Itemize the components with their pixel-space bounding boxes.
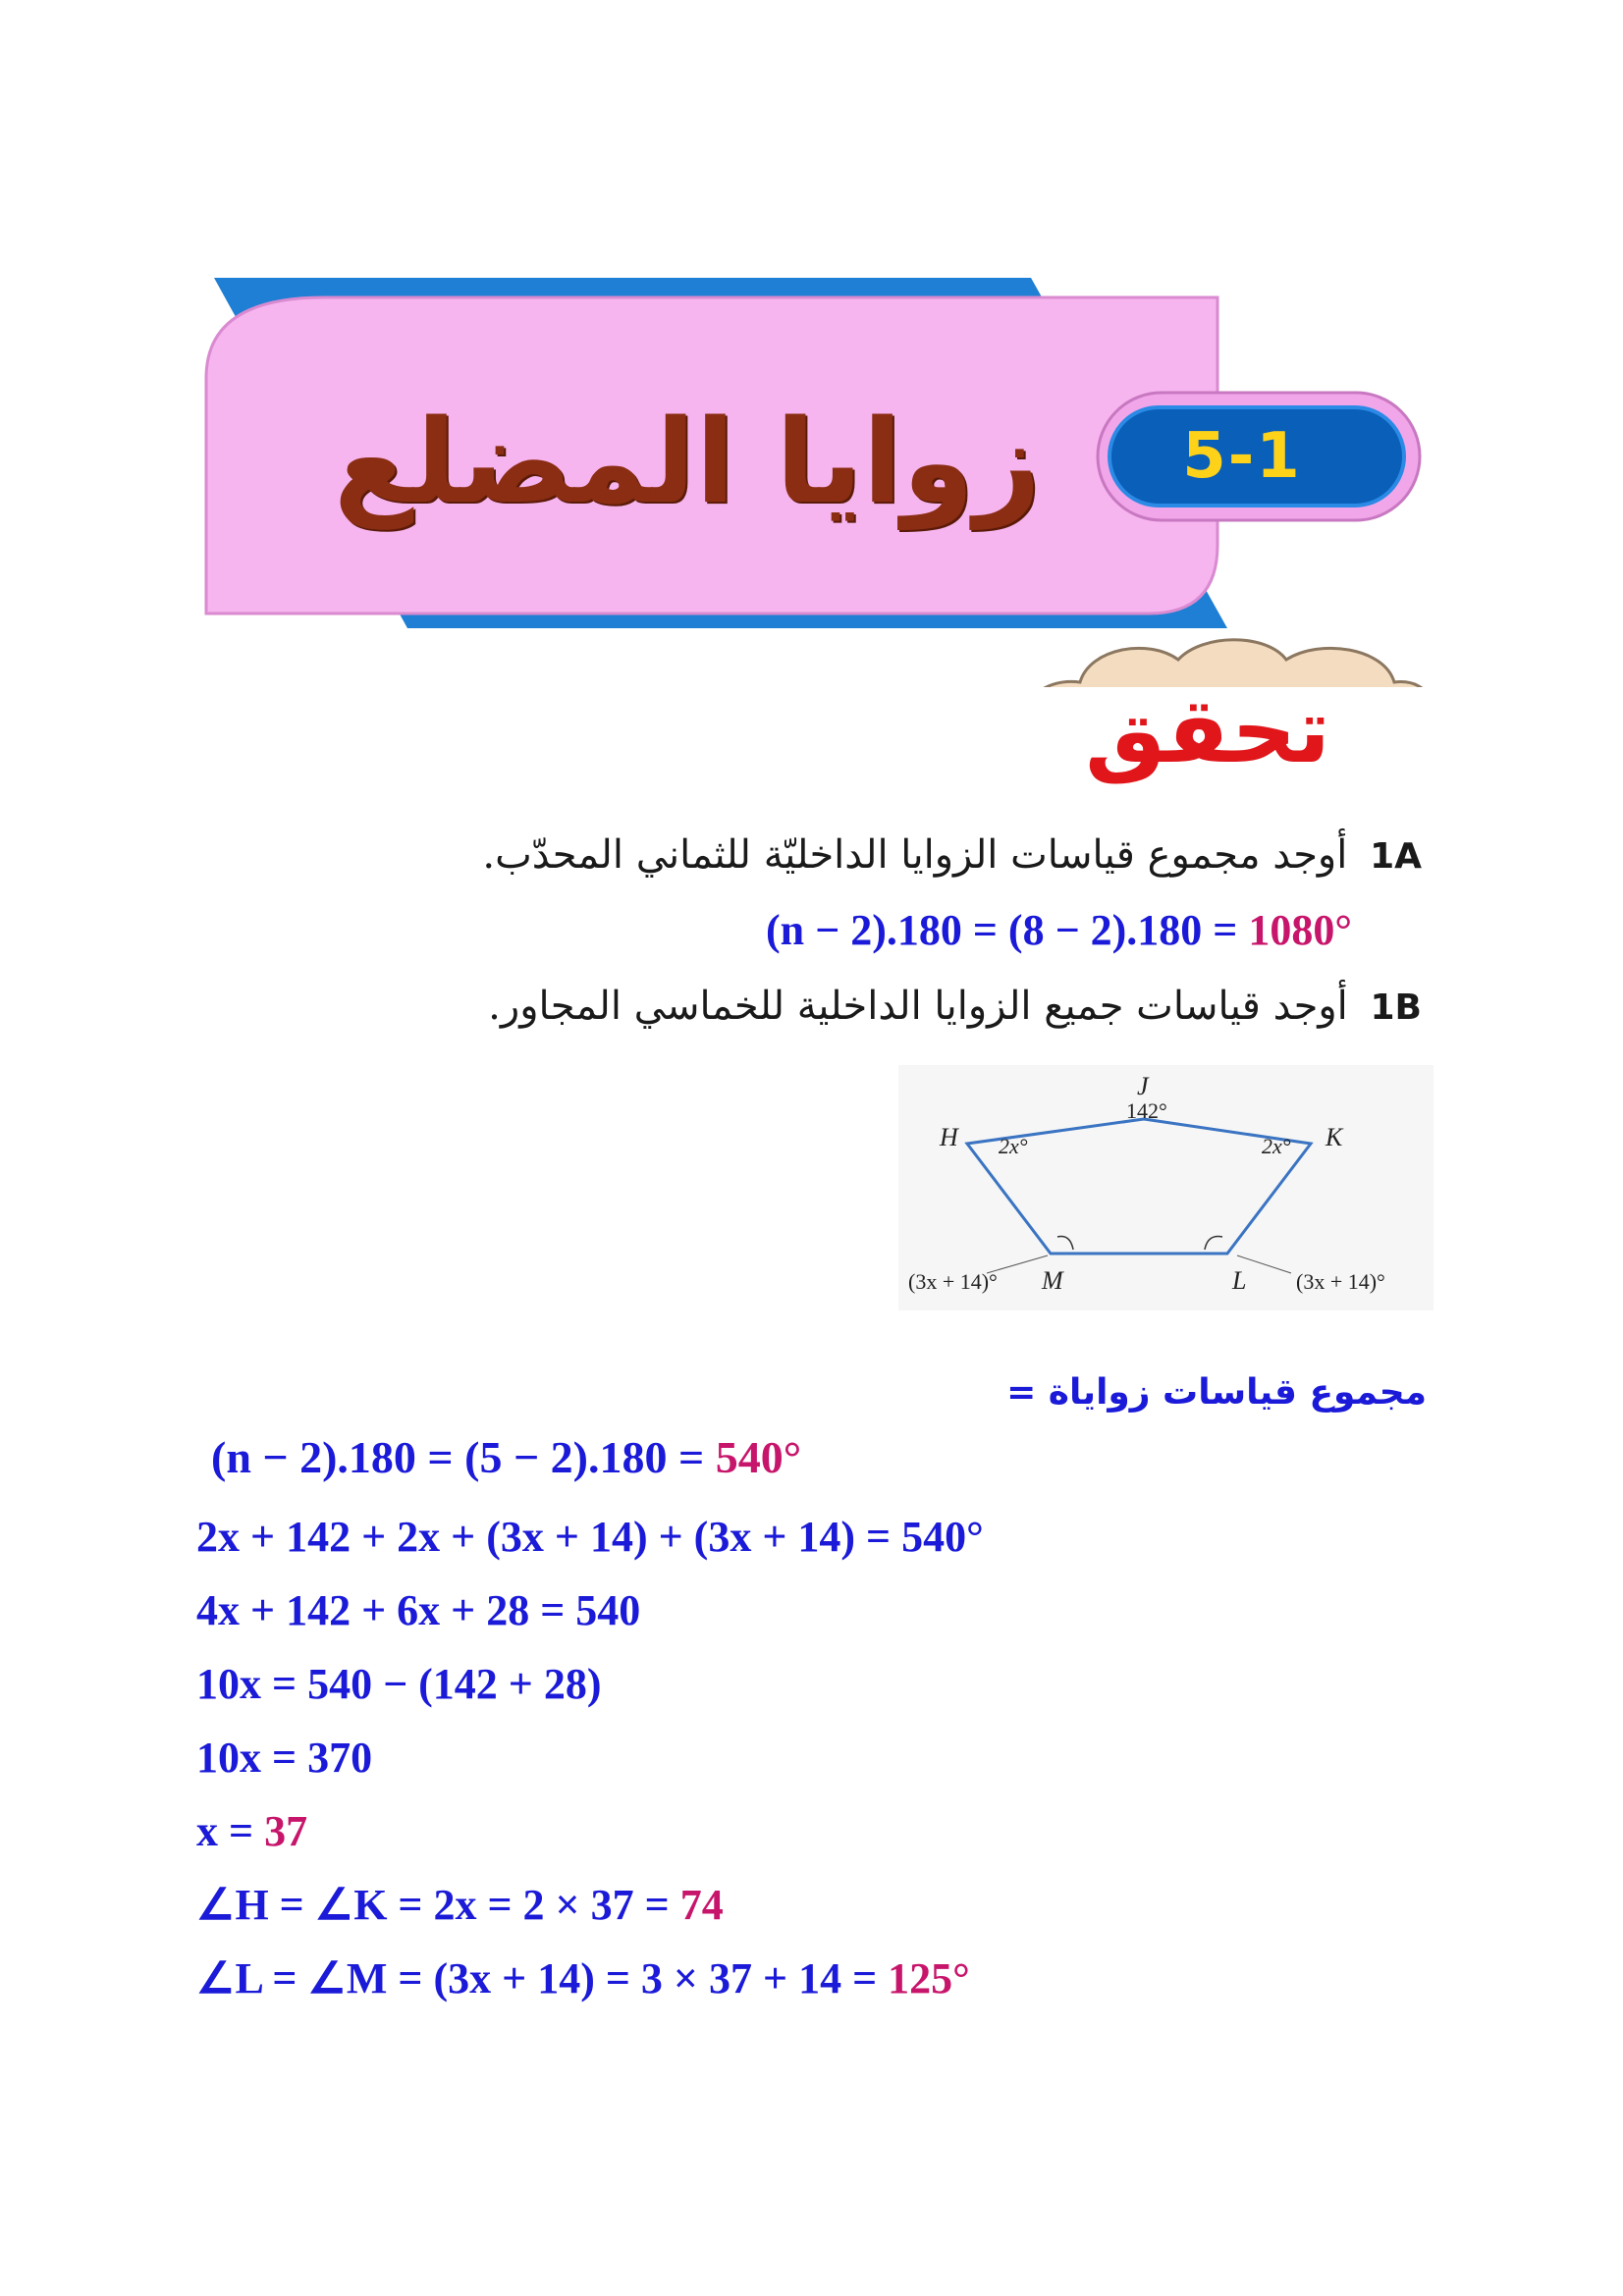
- exercise-1a-solution-main: (n − 2).180 = (8 − 2).180 =: [766, 906, 1249, 954]
- exercise-1b-question: [488, 984, 1422, 1029]
- exercise-1b-text: أوجد قياسات جميع الزوايا الداخلية للخماسي المجاور.: [488, 984, 1348, 1029]
- exercise-1a-solution: [766, 905, 1352, 955]
- solution-step: [196, 1806, 307, 1856]
- solution-step-answer: 540°: [715, 1432, 802, 1482]
- solution-step-main: 4x + 142 + 6x + 28 = 540: [196, 1586, 641, 1634]
- angle-label-k: 2x°: [1262, 1134, 1291, 1158]
- solution-step: [196, 1585, 640, 1635]
- pentagon-figure: [898, 1065, 1434, 1310]
- angle-label-j: 142°: [1126, 1098, 1167, 1123]
- check-label: تحقق: [1085, 678, 1330, 783]
- angle-label-h: 2x°: [999, 1134, 1028, 1158]
- angle-label-m: (3x + 14)°: [908, 1269, 998, 1294]
- solution-step-answer: 37: [264, 1807, 308, 1855]
- lesson-title: زوايا المضلع: [333, 394, 1042, 529]
- lesson-number: 5-1: [1182, 420, 1302, 493]
- exercise-1b-label: 1B: [1370, 988, 1422, 1028]
- solution-step: [196, 1659, 602, 1709]
- lesson-banner: [0, 0, 1623, 687]
- vertex-label-h: H: [940, 1123, 958, 1151]
- vertex-label-j: J: [1137, 1072, 1149, 1100]
- exercise-1a-text: أوجد مجموع قياسات الزوايا الداخليّة للثماني المحدّب.: [482, 832, 1348, 878]
- solution-step: [196, 1880, 724, 1930]
- exercise-1a-label: 1A: [1370, 836, 1422, 877]
- solution-step-main: 2x + 142 + 2x + (3x + 14) + (3x + 14) = 540°: [196, 1513, 984, 1561]
- angle-label-l: (3x + 14)°: [1296, 1269, 1385, 1294]
- solution-step-main: ∠H = ∠K = 2x = 2 × 37 =: [196, 1881, 680, 1929]
- vertex-label-k: K: [1325, 1123, 1343, 1151]
- exercise-1a-question: [482, 832, 1422, 878]
- vertex-label-m: M: [1042, 1266, 1063, 1295]
- sum-heading: مجموع قياسات زواياة =: [1006, 1372, 1427, 1413]
- solution-step: [196, 1733, 372, 1783]
- solution-step-main: x =: [196, 1807, 265, 1855]
- solution-step-answer: 125°: [888, 1954, 970, 2002]
- solution-step: [196, 1512, 984, 1562]
- solution-step: [211, 1431, 801, 1483]
- solution-step-main: (n − 2).180 = (5 − 2).180 =: [211, 1432, 716, 1482]
- solution-step-main: 10x = 540 − (142 + 28): [196, 1660, 602, 1708]
- solution-step-answer: 74: [679, 1881, 724, 1929]
- solution-step: [196, 1953, 970, 2003]
- solution-step-main: ∠L = ∠M = (3x + 14) = 3 × 37 + 14 =: [196, 1954, 889, 2002]
- vertex-label-l: L: [1232, 1266, 1247, 1295]
- exercise-1a-answer: 1080°: [1248, 906, 1352, 954]
- solution-step-main: 10x = 370: [196, 1734, 373, 1782]
